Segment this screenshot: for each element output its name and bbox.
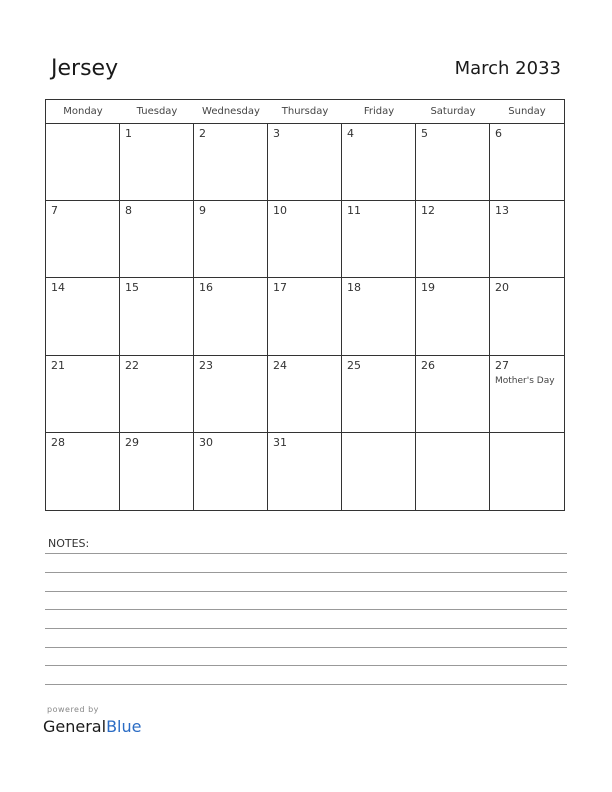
day-number: 11: [347, 204, 361, 218]
day-number: 25: [347, 358, 361, 372]
weekday-header-row: [46, 100, 564, 124]
weekday-monday: Monday: [63, 106, 103, 117]
powered-by-text: powered by: [47, 705, 99, 714]
day-cell: [416, 433, 490, 510]
day-cell: [342, 124, 416, 201]
day-number: 14: [51, 281, 65, 295]
day-cell: [46, 433, 120, 510]
day-number: 26: [421, 358, 435, 372]
day-cell: [46, 124, 120, 201]
note-line: [45, 609, 567, 610]
day-number: 8: [125, 204, 132, 218]
brand-general: General: [43, 717, 107, 736]
day-number: 28: [51, 435, 65, 449]
weekday-tuesday: Tuesday: [136, 106, 178, 117]
day-cell: [342, 278, 416, 355]
day-number: 3: [273, 127, 280, 140]
region-title: Jersey: [51, 56, 119, 81]
day-number: 13: [495, 204, 509, 218]
day-cell: [268, 201, 342, 278]
note-line: [45, 684, 567, 685]
day-number: 24: [273, 358, 287, 372]
day-cell: [194, 201, 268, 278]
day-cell: [46, 278, 120, 355]
day-cell: [490, 201, 564, 278]
day-number: 19: [421, 281, 435, 295]
day-number: 10: [273, 204, 287, 218]
day-number: 29: [125, 435, 139, 449]
day-number: 21: [51, 358, 65, 372]
day-number: 12: [421, 204, 435, 218]
note-line: [45, 647, 567, 648]
month-year-title: March 2033: [454, 58, 561, 79]
day-cell: [490, 124, 564, 201]
day-cell: [268, 356, 342, 433]
day-cell: [194, 433, 268, 510]
brand-logo: [43, 716, 141, 738]
note-line: [45, 572, 567, 573]
calendar-grid: [45, 99, 565, 511]
day-cell: [268, 124, 342, 201]
day-cell: [194, 278, 268, 355]
day-number: 31: [273, 435, 287, 449]
day-cell: [268, 278, 342, 355]
day-cell: [194, 356, 268, 433]
day-cell: [120, 124, 194, 201]
day-cell: [120, 433, 194, 510]
day-cell: [194, 124, 268, 201]
day-number: 2: [199, 127, 206, 140]
day-cell: [342, 433, 416, 510]
day-number: 9: [199, 204, 206, 218]
day-number: 30: [199, 435, 213, 449]
weekday-friday: Friday: [363, 106, 395, 117]
day-number: 15: [125, 281, 139, 295]
holiday-label: Mother's Day: [495, 375, 555, 386]
day-cell: [46, 201, 120, 278]
day-number: 27: [495, 358, 509, 372]
day-cell: [490, 278, 564, 355]
day-cell: [416, 356, 490, 433]
note-line: [45, 591, 567, 592]
weekday-saturday: Saturday: [430, 106, 476, 117]
day-cell: [416, 278, 490, 355]
day-cells: [46, 124, 564, 510]
note-line: [45, 553, 567, 554]
day-number: 22: [125, 358, 139, 372]
day-number: 20: [495, 281, 509, 295]
day-number: 5: [421, 127, 428, 140]
day-cell: [120, 201, 194, 278]
note-line: [45, 628, 567, 629]
day-cell: [268, 433, 342, 510]
day-cell: [416, 124, 490, 201]
day-cell: [342, 356, 416, 433]
day-number: 23: [199, 358, 213, 372]
notes-label: NOTES:: [48, 537, 90, 550]
day-number: 1: [125, 127, 132, 140]
day-number: 18: [347, 281, 361, 295]
day-number: 17: [273, 281, 287, 295]
weekday-thursday: Thursday: [281, 106, 329, 117]
day-cell: [490, 433, 564, 510]
day-cell: [120, 356, 194, 433]
day-number: 6: [495, 127, 502, 140]
day-number: 16: [199, 281, 213, 295]
day-cell: [120, 278, 194, 355]
day-cell: [342, 201, 416, 278]
day-number: 7: [51, 204, 58, 218]
day-cell: [46, 356, 120, 433]
weekday-sunday: Sunday: [508, 106, 546, 117]
brand-blue: Blue: [106, 717, 142, 736]
note-line: [45, 665, 567, 666]
weekday-wednesday: Wednesday: [202, 106, 260, 117]
day-cell: [416, 201, 490, 278]
day-number: 4: [347, 127, 354, 140]
day-cell: [490, 356, 564, 433]
